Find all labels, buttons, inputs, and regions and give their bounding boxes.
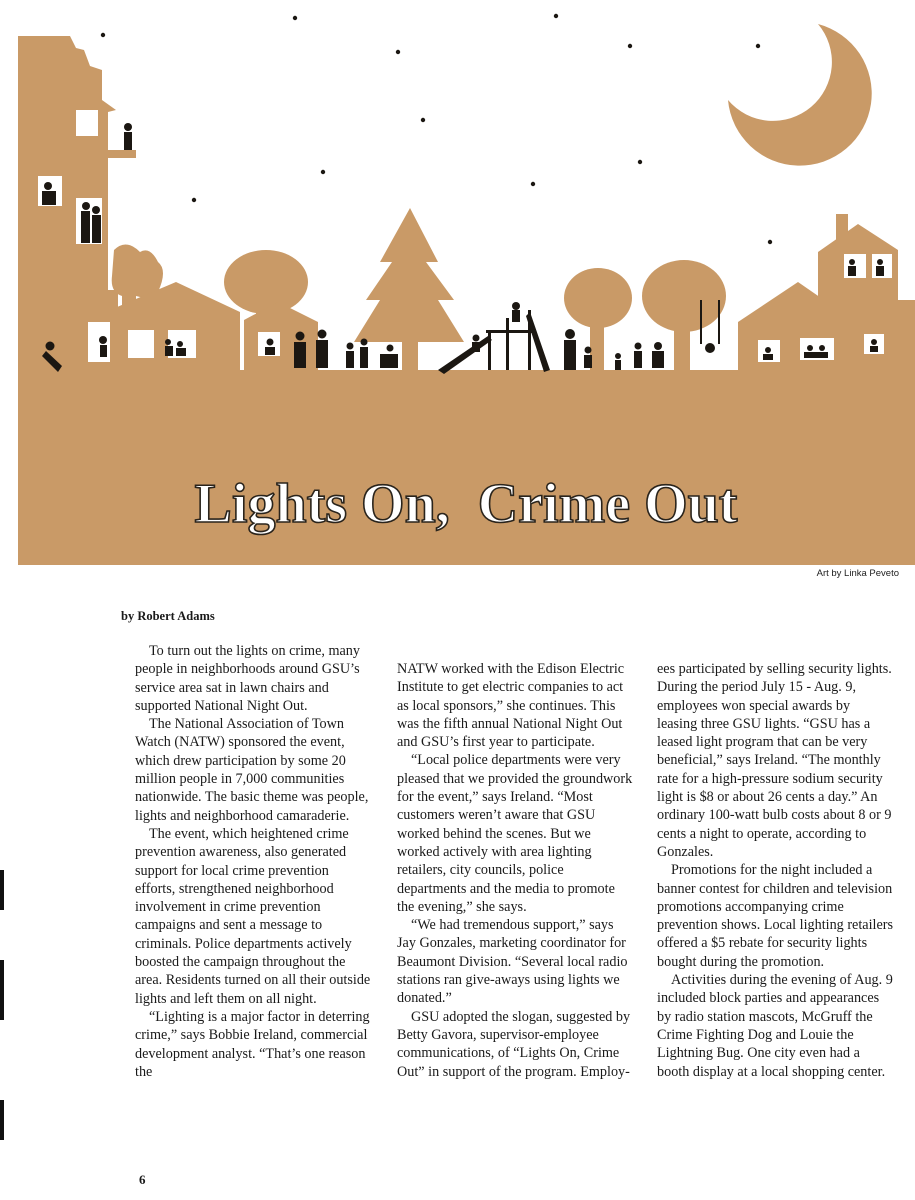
paragraph: NATW worked with the Edison Electric Institute to get electric companies to act as local sponsors,” she continues. This was the fifth annual National Night Out and GSU’s first year to participate. <box>397 661 625 751</box>
paragraph: Promotions for the night included a banner contest for children and television promotions accompanying crime prevention shows. Local lighting retailers offered a $5 rebate for security lights bought during the promotion. <box>657 862 894 970</box>
paragraph: Activities during the evening of Aug. 9 included block parties and appearances by radio station mascots, McGruff the Crime Fighting Dog and Louie the Lightning Bug. One city even had a booth display at a local shopping center. <box>657 972 893 1080</box>
article-column-2 <box>397 660 633 1081</box>
headline-svg <box>18 470 915 550</box>
art-credit: Art by Linka Peveto <box>816 568 899 579</box>
pine-tree-icon <box>354 208 464 370</box>
paragraph: To turn out the lights on crime, many people in neighborhoods around GSU’s service area sat in lawn chairs and supported National Night Out. <box>135 643 360 714</box>
paragraph: “Local police departments were very pleased that we provided the groundwork for the event,” says Ireland. “Most customers weren’t aware that GSU worked behind the scenes. But we worked actively with area lighting retailers, city councils, police departments and the media to promote the evening,” she says. <box>397 752 633 915</box>
byline: by Robert Adams <box>121 609 215 623</box>
paragraph: ees participated by selling security lights. During the period July 15 - Aug. 9, employees won special awards by leasing three GSU lights. “GSU has a leased light program that can be very beneficial,” says Ireland. “The monthly rate for a high-pressure sodium security light is $8 or about 26 cents a day.” An ordinary 100-watt bulb costs about 8 or 9 cents a night to operate, according to Gonzales. <box>657 661 892 860</box>
article-column-3 <box>657 660 893 1081</box>
page-number: 6 <box>139 1172 146 1187</box>
paragraph: The National Association of Town Watch (NATW) sponsored the event, which drew participation by some 20 million people in 7,000 communities nationwide. The basic theme was people, lights and neighborhood camaraderie. <box>135 716 369 824</box>
scan-edge-mark <box>0 870 4 910</box>
paragraph: The event, which heightened crime prevention awareness, also generated support for local crime prevention efforts, strengthened neighborhood involvement in crime prevention campaigns and sent a message to criminals. Police departments actively boosted the campaign throughout the area. Residents turned on all their outside lights and left them on all night. <box>135 825 371 1007</box>
paragraph: GSU adopted the slogan, suggested by Betty Gavora, supervisor-employee communications, of “Lights On, Crime Out” in support of the program. Employ- <box>397 1008 631 1080</box>
headline-title: Lights On, Crime Out <box>194 473 738 535</box>
scan-edge-mark <box>0 960 4 1020</box>
star-icon <box>101 14 772 244</box>
crescent-moon-icon <box>728 24 872 166</box>
paragraph: “Lighting is a major factor in deterring crime,” says Bobbie Ireland, commercial development analyst. “That’s one reason the <box>135 1008 370 1080</box>
scan-edge-mark <box>0 1100 4 1140</box>
paragraph: “We had tremendous support,” says Jay Gonzales, marketing coordinator for Beaumont Division. “Several local radio stations ran give-aways using lights we donated.” <box>397 917 628 1007</box>
headline-banner <box>18 470 915 550</box>
article-column-1 <box>135 642 371 1081</box>
